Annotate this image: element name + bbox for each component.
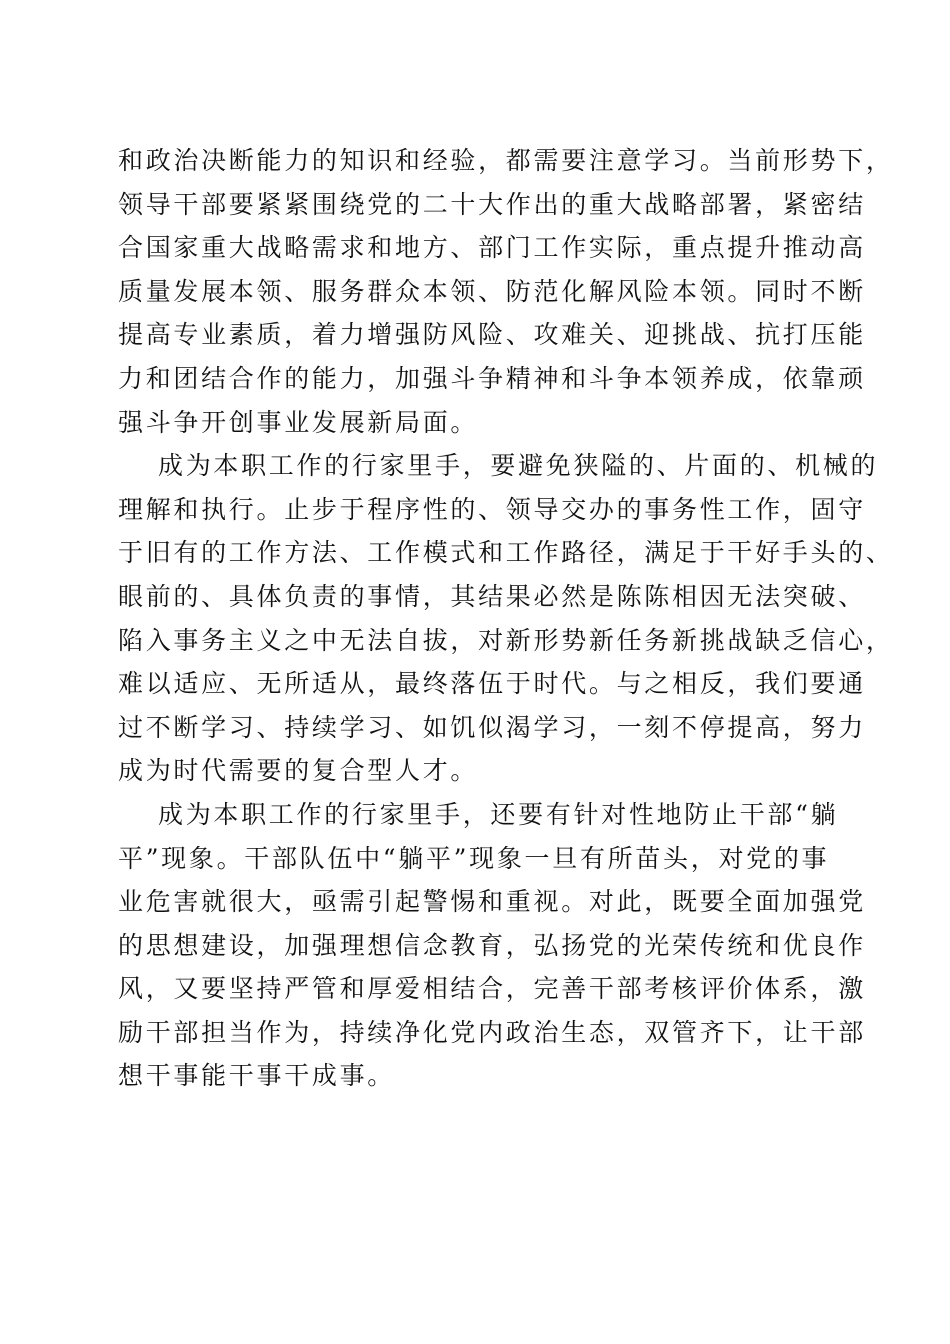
text-line: 质量发展本领、服务群众本领、防范化解风险本领。同时不断 [118, 276, 866, 306]
text-line: 难以适应、无所适从，最终落伍于时代。与之相反，我们要通 [118, 669, 866, 699]
text-line: 平”现象。干部队伍中“躺平”现象一旦有所苗头，对党的事 [118, 843, 830, 873]
text-line: 成为本职工作的行家里手，还要有针对性地防止干部“躺 [158, 799, 839, 829]
text-line: 想干事能干事干成事。 [118, 1061, 396, 1091]
text-line: 风，又要坚持严管和厚爱相结合，完善干部考核评价体系，激 [118, 974, 866, 1004]
text-line: 成为时代需要的复合型人才。 [118, 756, 479, 786]
text-line: 理解和执行。止步于程序性的、领导交办的事务性工作，固守 [118, 494, 866, 524]
text-line: 领导干部要紧紧围绕党的二十大作出的重大战略部署，紧密结 [118, 189, 866, 219]
text-line: 提高专业素质，着力增强防风险、攻难关、迎挑战、抗打压能 [118, 320, 866, 350]
text-line: 成为本职工作的行家里手，要避免狭隘的、片面的、机械的 [158, 451, 879, 481]
text-line: 业危害就很大，亟需引起警惕和重视。对此，既要全面加强党 [118, 887, 866, 917]
text-line: 于旧有的工作方法、工作模式和工作路径，满足于干好手头的、 [118, 538, 894, 568]
text-line: 陷入事务主义之中无法自拔，对新形势新任务新挑战缺乏信心， [118, 625, 894, 655]
text-line: 力和团结合作的能力，加强斗争精神和斗争本领养成，依靠顽 [118, 363, 866, 393]
text-line: 合国家重大战略需求和地方、部门工作实际，重点提升推动高 [118, 233, 866, 263]
text-line: 励干部担当作为，持续净化党内政治生态，双管齐下，让干部 [118, 1017, 866, 1047]
paragraph-2 [118, 444, 894, 793]
paragraph-3 [118, 793, 866, 1098]
text-line: 过不断学习、持续学习、如饥似渴学习，一刻不停提高，努力 [118, 712, 866, 742]
text-line: 的思想建设，加强理想信念教育，弘扬党的光荣传统和优良作 [118, 930, 866, 960]
document-body [118, 139, 894, 1098]
text-line: 强斗争开创事业发展新局面。 [118, 407, 479, 437]
text-line: 眼前的、具体负责的事情，其结果必然是陈陈相因无法突破、 [118, 581, 866, 611]
text-line: 和政治决断能力的知识和经验，都需要注意学习。当前形势下， [118, 146, 894, 175]
paragraph-1 [118, 139, 894, 444]
